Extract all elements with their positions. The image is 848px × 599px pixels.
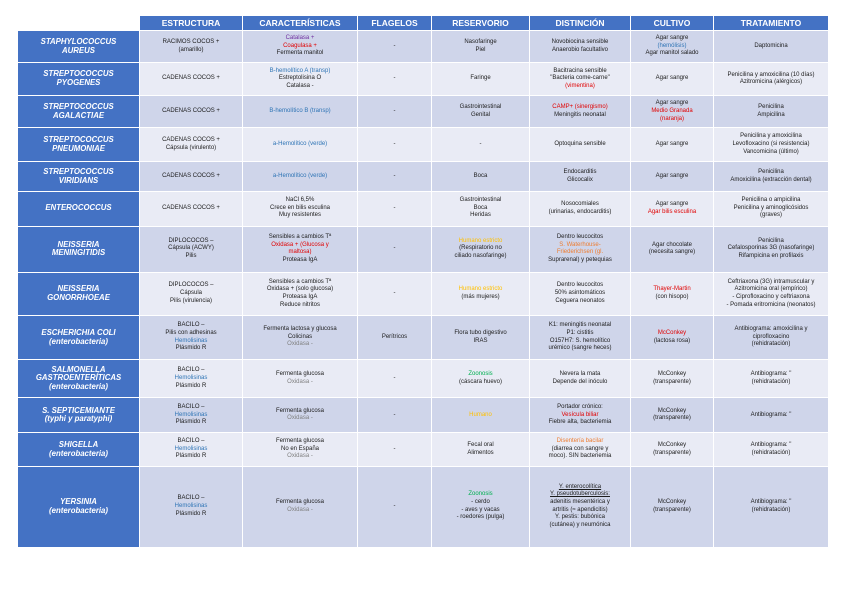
cell-tratamiento: Antibiograma: " (rehidratación) <box>714 433 829 466</box>
cell-cultivo: McConkey (lactosa rosa) <box>631 316 714 360</box>
cell-distincion: Optoquina sensible <box>530 128 631 162</box>
cell-estructura: CADENAS COCOS + <box>140 96 243 128</box>
cell-caracteristicas: Sensibles a cambios Tª Oxidasa + (Glucosa y maltosa) Proteasa IgA <box>243 226 358 272</box>
cell-caracteristicas: Fermenta glucosa Oxidasa - <box>243 398 358 433</box>
cell-reservorio: Humano estricto (más mujeres) <box>432 272 530 315</box>
cell-distincion: K1: meningitis neonatal P1: cistitis O157H7: S. hemolítico urémico (sangre heces) <box>530 316 631 360</box>
cell-flagelos: - <box>358 162 432 191</box>
cell-flagelos: - <box>358 433 432 466</box>
cell-estructura: RACIMOS COCOS + (amarillo) <box>140 31 243 63</box>
cell-reservorio: Fecal oral Alimentos <box>432 433 530 466</box>
cell-reservorio: Zoonosis (cáscara huevo) <box>432 360 530 398</box>
row-name: YERSINIA (enterobacteria) <box>18 466 140 547</box>
cell-cultivo: McConkey (transparente) <box>631 466 714 547</box>
cell-flagelos: - <box>358 191 432 226</box>
cell-tratamiento: Penicilina Ampicilina <box>714 96 829 128</box>
table-row <box>18 433 829 466</box>
header-reservorio: RESERVORIO <box>432 16 530 31</box>
cell-distincion: Novobiocina sensible Anaerobio facultativo <box>530 31 631 63</box>
cell-reservorio: Zoonosis - cerdo - aves y vacas - roedores (pulga) <box>432 466 530 547</box>
header-row <box>18 16 829 31</box>
cell-flagelos: - <box>358 226 432 272</box>
row-name: NEISSERIA MENINGITIDIS <box>18 226 140 272</box>
row-name: NEISSERIA GONORRHOEAE <box>18 272 140 315</box>
cell-cultivo: Thayer-Martin (con hisopo) <box>631 272 714 315</box>
cell-caracteristicas: Fermenta glucosa Oxidasa - <box>243 466 358 547</box>
cell-estructura: BACILO – Hemolisinas Plásmido R <box>140 398 243 433</box>
cell-flagelos: Perítricos <box>358 316 432 360</box>
table-row <box>18 31 829 63</box>
cell-tratamiento: Daptomicina <box>714 31 829 63</box>
cell-caracteristicas: B-hemolítico B (transp) <box>243 96 358 128</box>
cell-caracteristicas: Fermenta lactosa y glucosa Colicinas Oxidasa - <box>243 316 358 360</box>
header-cultivo: CULTIVO <box>631 16 714 31</box>
cell-flagelos: - <box>358 360 432 398</box>
cell-tratamiento: Penicilina y amoxicilina Levofloxacino (si resistencia) Vancomicina (último) <box>714 128 829 162</box>
row-name: STREPTOCOCCUS AGALACTIAE <box>18 96 140 128</box>
table-row <box>18 191 829 226</box>
table-row <box>18 398 829 433</box>
cell-cultivo: Agar sangre (hemólisis) Agar manitol salado <box>631 31 714 63</box>
cell-estructura: DIPLOCOCOS – Cápsula Pilis (virulencia) <box>140 272 243 315</box>
cell-estructura: CADENAS COCOS + <box>140 162 243 191</box>
cell-reservorio: Nasofaringe Piel <box>432 31 530 63</box>
cell-distincion: Dentro leucocitos 50% asintomáticos Ceguera neonatos <box>530 272 631 315</box>
cell-distincion: Bacitracina sensible "Bacteria come-carne" (vimentina) <box>530 63 631 96</box>
cell-reservorio: Boca <box>432 162 530 191</box>
cell-caracteristicas: NaCl 6,5% Crece en bilis esculina Muy resistentes <box>243 191 358 226</box>
row-name: ESCHERICHIA COLI (enterobacteria) <box>18 316 140 360</box>
cell-cultivo: Agar chocolate (necesita sangre) <box>631 226 714 272</box>
table-row <box>18 466 829 547</box>
cell-estructura: CADENAS COCOS + Cápsula (virulento) <box>140 128 243 162</box>
cell-cultivo: Agar sangre Medio Granada (naranja) <box>631 96 714 128</box>
cell-distincion: Disentería bacilar (diarrea con sangre y moco). SIN bacteriemia <box>530 433 631 466</box>
header-flagelos: FLAGELOS <box>358 16 432 31</box>
cell-flagelos: - <box>358 96 432 128</box>
cell-caracteristicas: a-Hemolítico (verde) <box>243 128 358 162</box>
cell-flagelos: - <box>358 128 432 162</box>
table-row <box>18 316 829 360</box>
header-estructura: ESTRUCTURA <box>140 16 243 31</box>
cell-reservorio: Humano <box>432 398 530 433</box>
cell-tratamiento: Antibiograma: " <box>714 398 829 433</box>
table-row <box>18 128 829 162</box>
header-tratamiento: TRATAMIENTO <box>714 16 829 31</box>
cell-tratamiento: Penicilina o ampicilina Penicilina y aminoglicósidos (graves) <box>714 191 829 226</box>
cell-reservorio: Gastrointestinal Genital <box>432 96 530 128</box>
cell-caracteristicas: Sensibles a cambios Tª Oxidasa + (solo glucosa) Proteasa IgA Reduce nitritos <box>243 272 358 315</box>
table-row <box>18 63 829 96</box>
table-row <box>18 162 829 191</box>
cell-caracteristicas: Fermenta glucosa No en España Oxidasa - <box>243 433 358 466</box>
cell-tratamiento: Antibiograma: " (rehidratación) <box>714 466 829 547</box>
cell-distincion: Nosocomiales (urinarias, endocarditis) <box>530 191 631 226</box>
cell-distincion: Endocarditis Glicocalix <box>530 162 631 191</box>
row-name: STAPHYLOCOCCUS AUREUS <box>18 31 140 63</box>
cell-flagelos: - <box>358 63 432 96</box>
header-caracteristicas: CARACTERÍSTICAS <box>243 16 358 31</box>
cell-estructura: DIPLOCOCOS – Cápsula (ACWY) Pilis <box>140 226 243 272</box>
cell-flagelos: - <box>358 466 432 547</box>
row-name: ENTEROCOCCUS <box>18 191 140 226</box>
cell-reservorio: Humano estricto (Respiratorio no ciliado nasofaringe) <box>432 226 530 272</box>
cell-distincion: CAMP+ (sinergismo) Meningitis neonatal <box>530 96 631 128</box>
cell-cultivo: McConkey (transparente) <box>631 360 714 398</box>
cell-cultivo: McConkey (transparente) <box>631 433 714 466</box>
header-corner <box>18 16 140 31</box>
cell-flagelos: - <box>358 398 432 433</box>
cell-reservorio: Gastrointestinal Boca Heridas <box>432 191 530 226</box>
cell-cultivo: Agar sangre <box>631 63 714 96</box>
cell-estructura: CADENAS COCOS + <box>140 191 243 226</box>
cell-reservorio: Faringe <box>432 63 530 96</box>
bacteria-table <box>17 15 829 548</box>
cell-estructura: CADENAS COCOS + <box>140 63 243 96</box>
table-row <box>18 96 829 128</box>
cell-distincion: Nevera la mata Depende del inóculo <box>530 360 631 398</box>
cell-estructura: BACILO – Hemolisinas Plásmido R <box>140 466 243 547</box>
cell-flagelos: - <box>358 31 432 63</box>
row-name: SALMONELLA GASTROENTERÍTICAS (enterobacteria) <box>18 360 140 398</box>
cell-cultivo: McConkey (transparente) <box>631 398 714 433</box>
cell-caracteristicas: a-Hemolítico (verde) <box>243 162 358 191</box>
cell-cultivo: Agar sangre Agar bilis esculina <box>631 191 714 226</box>
table-row <box>18 272 829 315</box>
row-name: STREPTOCOCCUS VIRIDIANS <box>18 162 140 191</box>
cell-caracteristicas: B-hemolítico A (transp) Estreptolisina O Catalasa - <box>243 63 358 96</box>
table-row <box>18 360 829 398</box>
table-row <box>18 226 829 272</box>
cell-reservorio: Flora tubo digestivo IRAS <box>432 316 530 360</box>
cell-cultivo: Agar sangre <box>631 128 714 162</box>
cell-distincion: Y. enterocolítica Y. pseudotuberculosis: adenitis mesentérica y artritis (≈ apendicitis) Y. pestis: bubónica (cutánea) y neumónica <box>530 466 631 547</box>
header-distincion: DISTINCIÓN <box>530 16 631 31</box>
row-name: S. SEPTICEMIANTE (typhi y paratyphi) <box>18 398 140 433</box>
cell-reservorio: - <box>432 128 530 162</box>
cell-cultivo: Agar sangre <box>631 162 714 191</box>
cell-tratamiento: Antibiograma: amoxicilina y ciprofloxacino (rehidratación) <box>714 316 829 360</box>
row-name: SHIGELLA (enterobacteria) <box>18 433 140 466</box>
cell-estructura: BACILO – Hemolisinas Plásmido R <box>140 360 243 398</box>
cell-distincion: Dentro leucocitos S. Waterhouse- Friederichsen (gl. Suprarenal) y petequias <box>530 226 631 272</box>
cell-tratamiento: Antibiograma: " (rehidratación) <box>714 360 829 398</box>
cell-caracteristicas: Fermenta glucosa Oxidasa - <box>243 360 358 398</box>
cell-tratamiento: Penicilina Amoxicilina (extracción dental) <box>714 162 829 191</box>
cell-tratamiento: Penicilina y amoxicilina (10 días) Azitromicina (alérgicos) <box>714 63 829 96</box>
row-name: STREPTOCOCCUS PYOGENES <box>18 63 140 96</box>
cell-caracteristicas: Catalasa + Coagulasa + Fermenta manitol <box>243 31 358 63</box>
cell-flagelos: - <box>358 272 432 315</box>
cell-tratamiento: Penicilina Cefalosporinas 3G (nasofaringe) Rifampicina en profilaxis <box>714 226 829 272</box>
cell-estructura: BACILO – Hemolisinas Plásmido R <box>140 433 243 466</box>
cell-tratamiento: Ceftriaxona (3G) intramuscular y Azitromicina oral (empírico) - Ciprofloxacino y ceftriaxona - Pomada eritromicina (neonatos) <box>714 272 829 315</box>
cell-estructura: BACILO – Pilis con adhesinas Hemolisinas Plásmido R <box>140 316 243 360</box>
cell-distincion: Portador crónico: Vesícula biliar Fiebre alta, bacteriemia <box>530 398 631 433</box>
row-name: STREPTOCOCCUS PNEUMONIAE <box>18 128 140 162</box>
